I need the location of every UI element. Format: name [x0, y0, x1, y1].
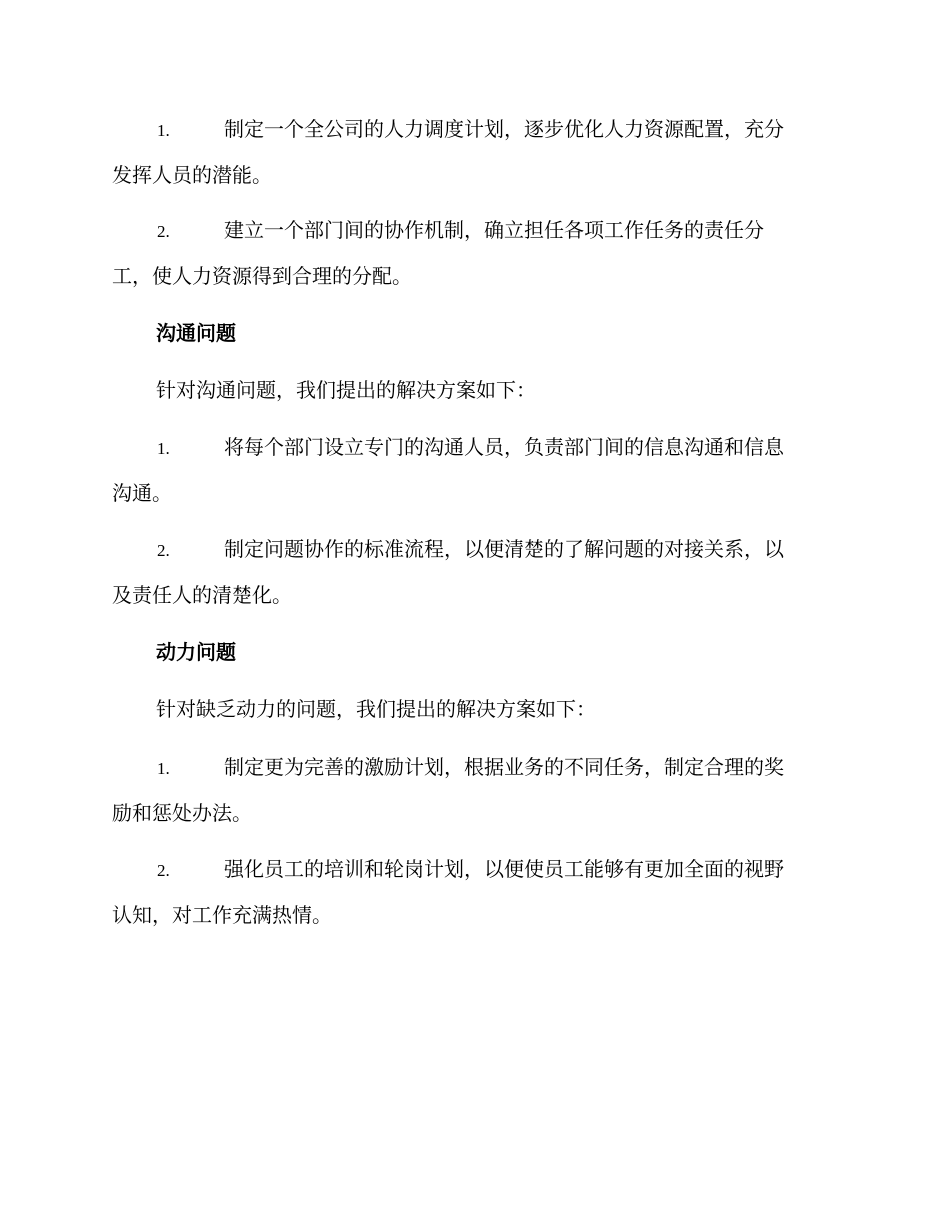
list-item-text: 制定一个全公司的人力调度计划，逐步优化人力资源配置，充分: [224, 117, 784, 141]
list-item: [112, 208, 836, 299]
list-number: 2.: [157, 541, 170, 560]
list-item: [112, 107, 836, 198]
section-heading: 沟通问题: [156, 321, 236, 345]
list-item-first-line: [112, 745, 836, 791]
list-item-first-line: [112, 527, 836, 573]
list-item-text: 将每个部门设立专门的沟通人员，负责部门间的信息沟通和信息: [224, 435, 784, 459]
section-heading: 动力问题: [156, 640, 236, 664]
list-item-first-line: [112, 107, 836, 153]
list-item-continuation: 励和惩处办法。: [112, 801, 252, 825]
section-intro: 针对缺乏动力的问题，我们提出的解决方案如下：: [156, 697, 596, 721]
list-item-text: 制定更为完善的激励计划，根据业务的不同任务，制定合理的奖: [224, 755, 784, 779]
section-intro: 针对沟通问题，我们提出的解决方案如下：: [156, 378, 536, 402]
list-item-continuation: 认知，对工作充满热情。: [112, 903, 332, 927]
list-item-continuation: 发挥人员的潜能。: [112, 163, 272, 187]
list-item: [112, 847, 836, 938]
list-item-first-line: [112, 425, 836, 471]
list-item-first-line: [112, 208, 836, 254]
list-item: [112, 745, 836, 836]
list-item: [112, 527, 836, 618]
list-item-text: 建立一个部门间的协作机制，确立担任各项工作任务的责任分: [224, 218, 764, 242]
list-number: 1.: [157, 759, 170, 778]
list-item-first-line: [112, 847, 836, 893]
list-item-continuation: 及责任人的清楚化。: [112, 583, 292, 607]
list-number: 1.: [157, 121, 170, 140]
list-item-continuation: 工，使人力资源得到合理的分配。: [112, 264, 412, 288]
list-item-text: 制定问题协作的标准流程，以便清楚的了解问题的对接关系，以: [224, 537, 784, 561]
list-item: [112, 425, 836, 516]
list-number: 2.: [157, 222, 170, 241]
list-number: 1.: [157, 439, 170, 458]
list-item-continuation: 沟通。: [112, 481, 172, 505]
list-item-text: 强化员工的培训和轮岗计划，以便使员工能够有更加全面的视野: [224, 857, 784, 881]
list-number: 2.: [157, 861, 170, 880]
